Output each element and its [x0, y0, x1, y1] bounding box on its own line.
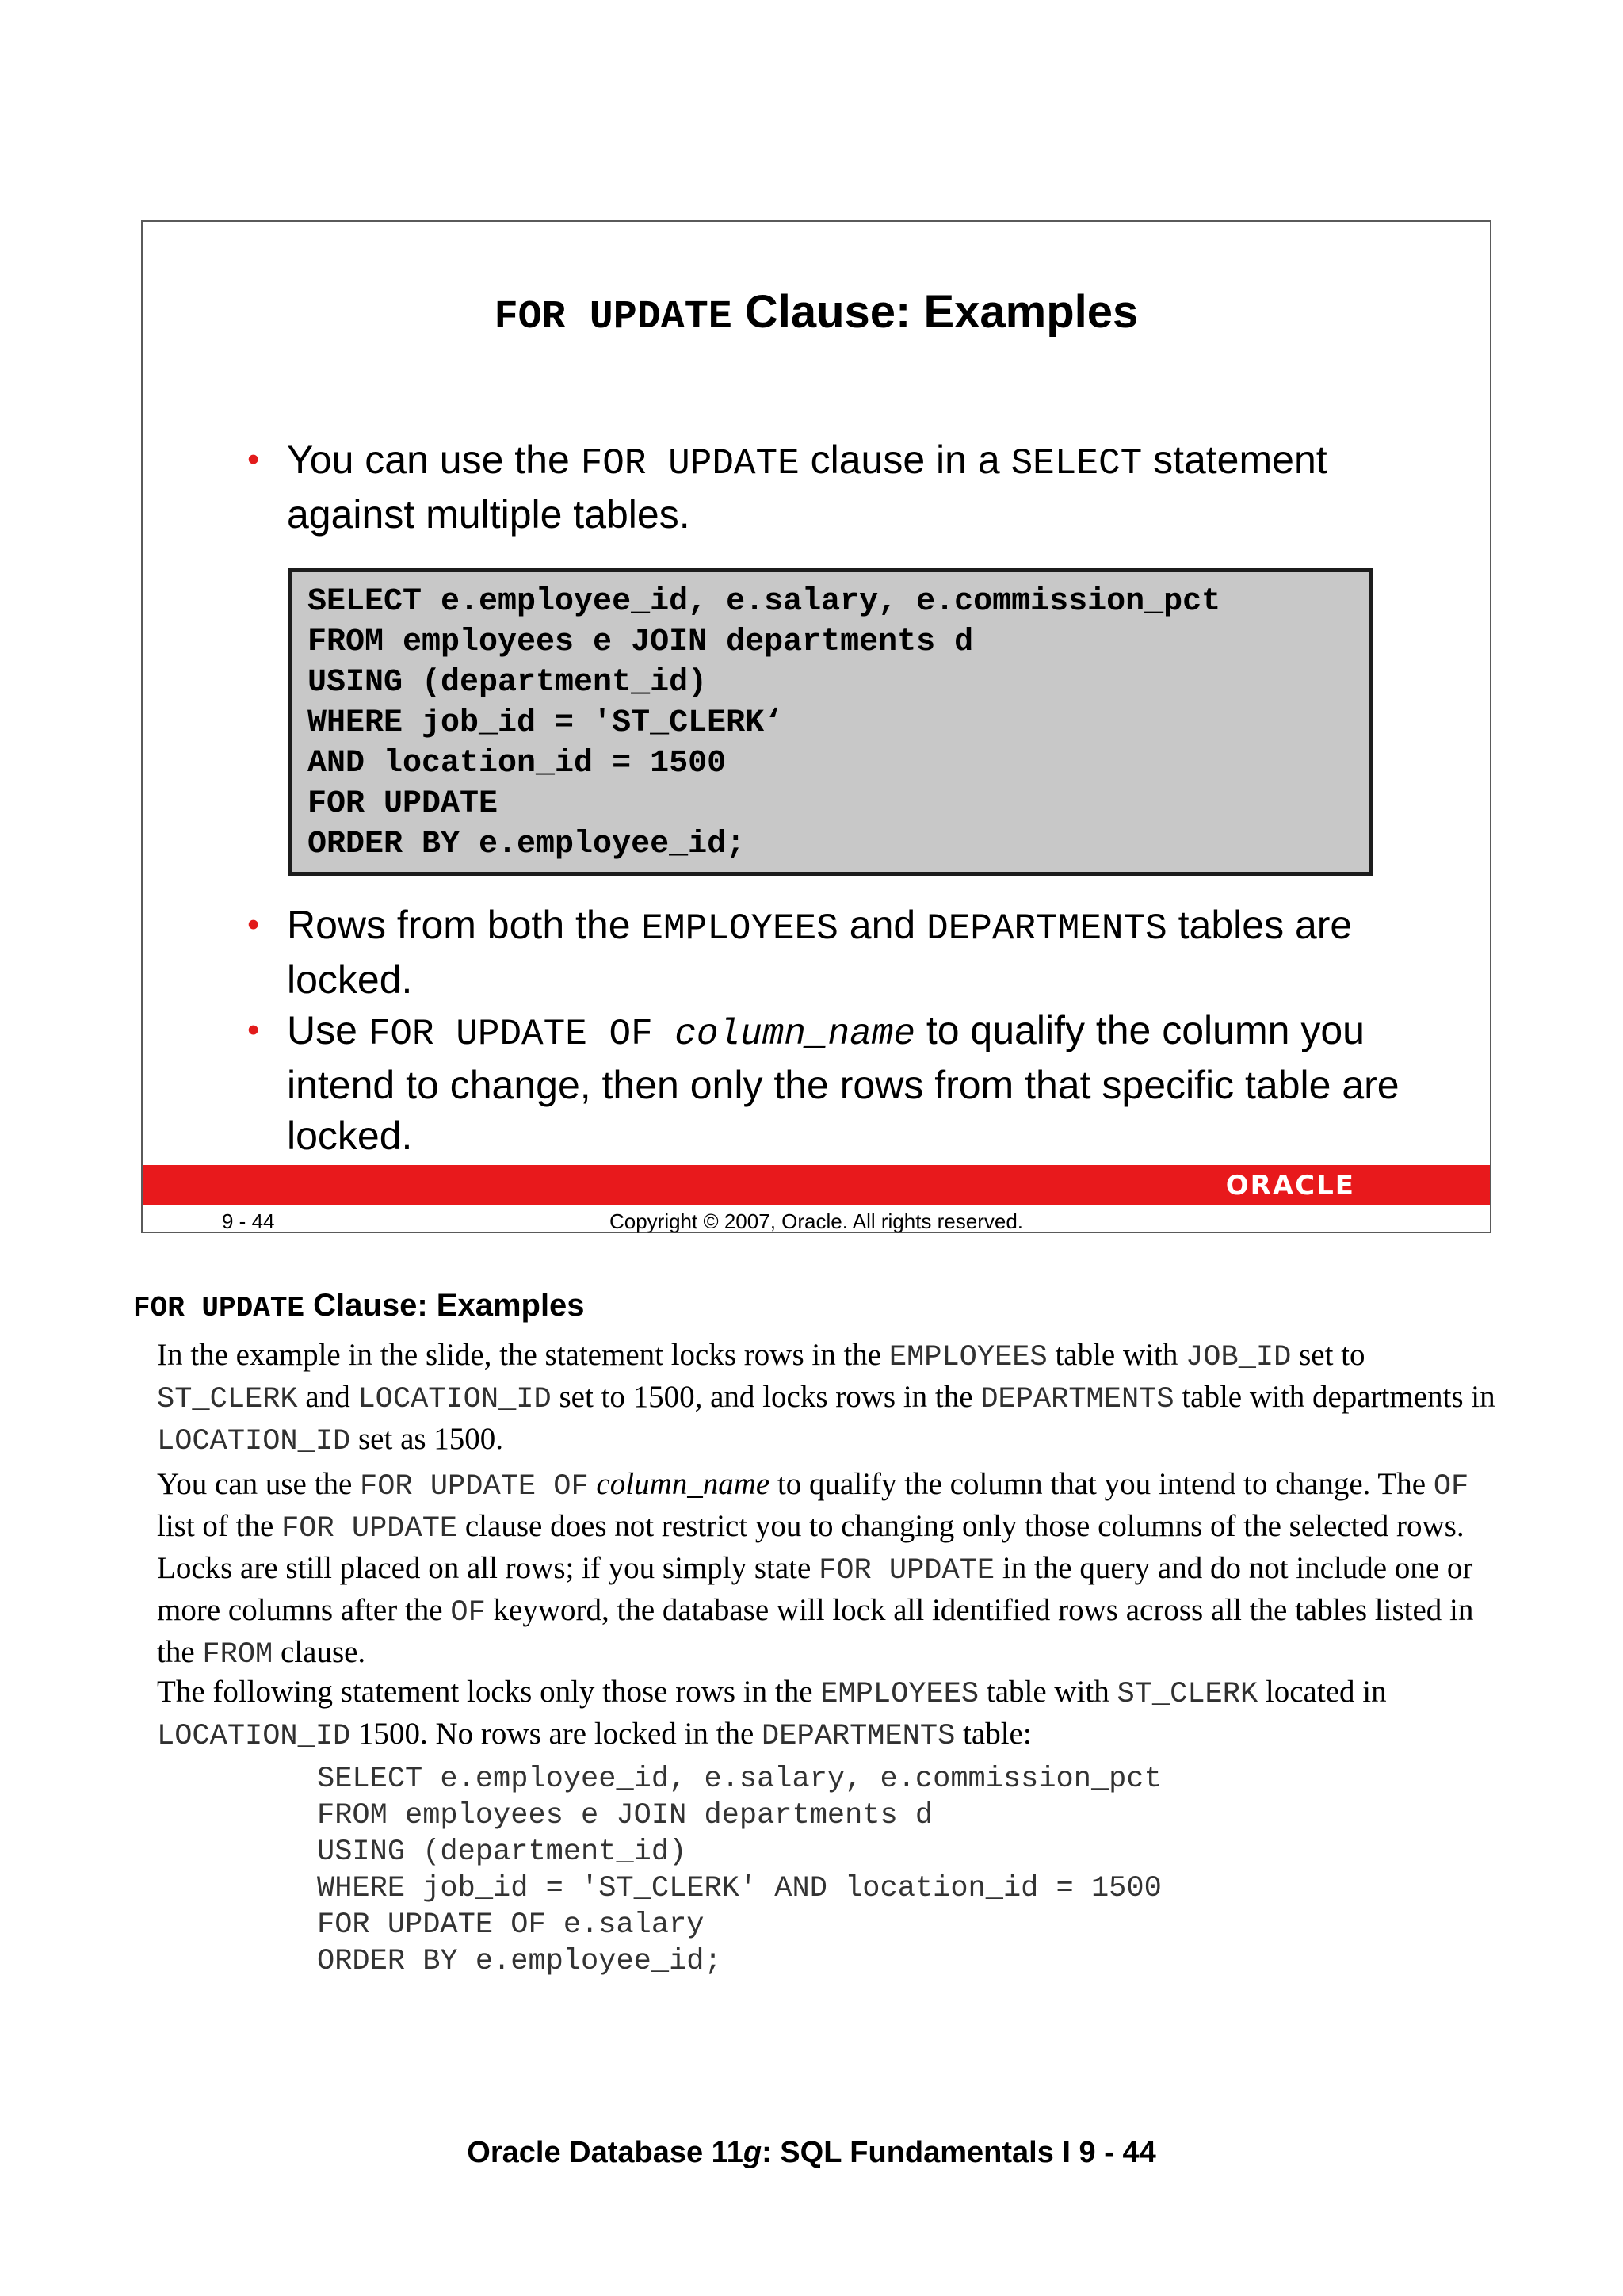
- code-line: SELECT e.employee_id, e.salary, e.commission_pct: [317, 1763, 1162, 1796]
- slide-title: FOR UPDATE Clause: Examples: [494, 286, 1139, 340]
- notes-heading: FOR UPDATE Clause: Examples: [133, 1288, 585, 1324]
- copyright-text: Copyright © 2007, Oracle. All rights reserved.: [609, 1209, 1024, 1233]
- slide-number: 9 - 44: [222, 1209, 275, 1233]
- code-line: SELECT e.employee_id, e.salary, e.commission_pct: [307, 584, 1221, 620]
- bullet-dot-icon: •: [247, 1010, 260, 1049]
- slide-footer: [143, 1205, 1490, 1233]
- code-line: FOR UPDATE: [307, 786, 498, 822]
- slide-bullet-3: • Use FOR UPDATE OF column_name to qualify the column you intend to change, then only the rows from that specific table are locked.: [287, 1005, 1420, 1161]
- code-line: AND location_id = 1500: [307, 746, 727, 781]
- oracle-logo: ORACLE: [1225, 1170, 1355, 1201]
- slide-brand-band: [143, 1165, 1490, 1205]
- code-line: ORDER BY e.employee_id;: [317, 1945, 722, 1978]
- notes-paragraph-2: You can use the FOR UPDATE OF column_name to qualify the column that you intend to change. The OF list of the FOR UPDATE clause does not restrict you to changing only those columns of the selected rows. Locks are still placed on all rows; if you simply state FOR UPDATE in the query and do not include one or more columns after the OF keyword, the database will lock all identified rows across all the tables listed in the FROM clause.: [157, 1467, 1474, 1671]
- bullet-dot-icon: •: [247, 905, 260, 944]
- notes-paragraph-3: The following statement locks only those rows in the EMPLOYEES table with ST_CLERK located in LOCATION_ID 1500. No rows are locked in the DEPARTMENTS table:: [157, 1675, 1387, 1753]
- code-line: ORDER BY e.employee_id;: [307, 827, 746, 862]
- code-line: FROM employees e JOIN departments d: [317, 1799, 934, 1832]
- bullet-dot-icon: •: [247, 440, 260, 479]
- slide-bullet-1: • You can use the FOR UPDATE clause in a SELECT statement against multiple tables.: [287, 434, 1420, 540]
- code-line: FOR UPDATE OF e.salary: [317, 1908, 705, 1942]
- code-line: USING (department_id): [317, 1836, 687, 1869]
- code-line: WHERE job_id = 'ST_CLERK' AND location_id = 1500: [317, 1872, 1162, 1905]
- code-line: FROM employees e JOIN departments d: [307, 625, 974, 660]
- notes-paragraph-1: In the example in the slide, the statement locks rows in the EMPLOYEES table with JOB_ID set to ST_CLERK and LOCATION_ID set to 1500, and locks rows in the DEPARTMENTS table with departments in LOCATION_ID set as 1500.: [157, 1338, 1495, 1458]
- slide: [141, 220, 1491, 1233]
- notes-code-block: [317, 1761, 1162, 1980]
- code-line: USING (department_id): [307, 665, 708, 701]
- page-footer: Oracle Database 11g: SQL Fundamentals I 9 - 44: [467, 2136, 1156, 2169]
- slide-code-block: [288, 568, 1373, 876]
- slide-bullet-2: • Rows from both the EMPLOYEES and DEPARTMENTS tables are locked.: [287, 900, 1420, 1005]
- code-line: WHERE job_id = 'ST_CLERK‘: [307, 705, 784, 741]
